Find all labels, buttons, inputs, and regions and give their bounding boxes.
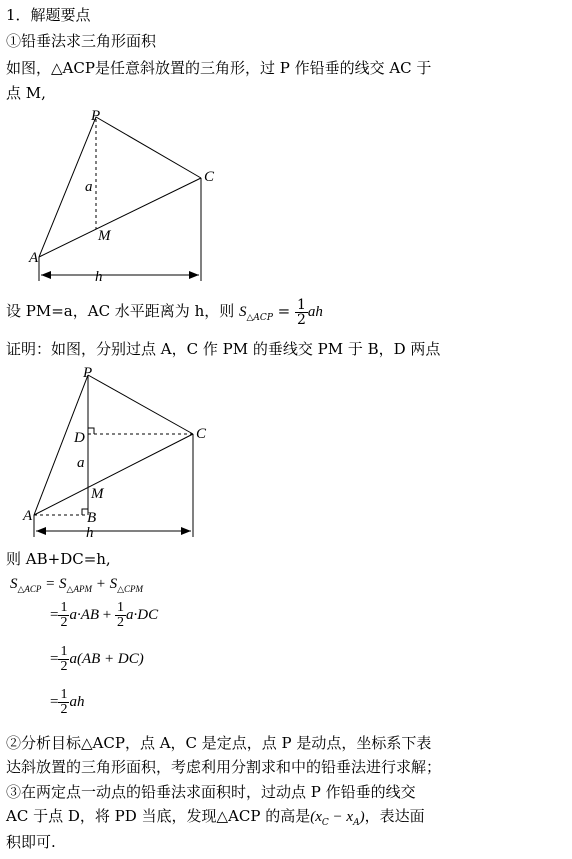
label-a-length: a: [85, 179, 93, 195]
label-a: A: [23, 508, 33, 524]
then-line: 则 AB+DC=h,: [6, 550, 111, 568]
label-d: D: [74, 430, 85, 446]
formula-line: [6, 296, 323, 333]
paragraph-line: 点 M,: [6, 84, 46, 102]
label-b: B: [87, 510, 97, 526]
area-subscript: △ACP: [246, 313, 273, 323]
label-m: M: [98, 228, 111, 244]
segment-pc: [88, 375, 193, 434]
proof-line: 证明：如图，分别过点 A，C 作 PM 的垂线交 PM 于 B，D 两点: [6, 340, 441, 358]
label-c: C: [196, 426, 207, 442]
label-p: P: [83, 365, 93, 381]
figure-2: [16, 363, 246, 543]
figure-1: [25, 105, 255, 290]
paragraph-line: ③在两定点一动点的铅垂法求面积时，过动点 P 作铅垂的线交: [6, 783, 416, 801]
paragraph-line: 如图，△ACP是任意斜放置的三角形，过 P 作铅垂的线交 AC 于: [6, 59, 432, 77]
label-h: h: [95, 269, 103, 285]
formula-tail: ah: [307, 304, 323, 320]
arrowhead-right: [189, 271, 199, 279]
segment-ac: [34, 434, 193, 515]
label-a: A: [29, 250, 39, 266]
arrowhead-right: [181, 527, 191, 535]
equation-2: = $\frac{1}{2}$ a·AB + $\frac{1}{2}$ a·DC: [50, 600, 159, 630]
paragraph-line: 积即可.: [6, 833, 56, 851]
arrowhead-left: [41, 271, 51, 279]
subsection-title: ①铅垂法求三角形面积: [6, 32, 157, 50]
segment-ac: [39, 178, 201, 257]
equation-1: $S_{\triangle ACP} = S_{\triangle APM} + S_{\triangle CPM}$: [10, 576, 144, 594]
right-angle-d: [88, 428, 94, 434]
paragraph-line: AC 于点 D，将 PD 当底，发现△ACP 的高是$(x_C - x_A)$，表达面: [6, 807, 425, 828]
assume-text: 设 PM=a，AC 水平距离为 h，则: [6, 302, 240, 320]
paragraph-line: ②分析目标△ACP，点 A，C 是定点，点 P 是动点，坐标系下表: [6, 734, 432, 752]
segment-pc: [96, 117, 201, 178]
label-m: M: [91, 486, 104, 502]
arrowhead-left: [36, 527, 46, 535]
equals-sign: =: [272, 302, 295, 320]
fraction-half: $\frac{1}{2}$: [297, 296, 306, 328]
section-heading: 1．解题要点: [6, 6, 91, 24]
area-symbol: S: [239, 304, 247, 320]
label-a-length: a: [77, 455, 85, 471]
equation-3: = $\frac{1}{2}$ a(AB + DC): [50, 644, 144, 674]
label-p: P: [91, 108, 101, 124]
label-h: h: [86, 525, 94, 541]
paragraph-line: 达斜放置的三角形面积，考虑利用分割求和中的铅垂法进行求解；: [6, 758, 442, 776]
equation-4: = $\frac{1}{2}$ ah: [50, 687, 85, 717]
label-c: C: [204, 169, 215, 185]
